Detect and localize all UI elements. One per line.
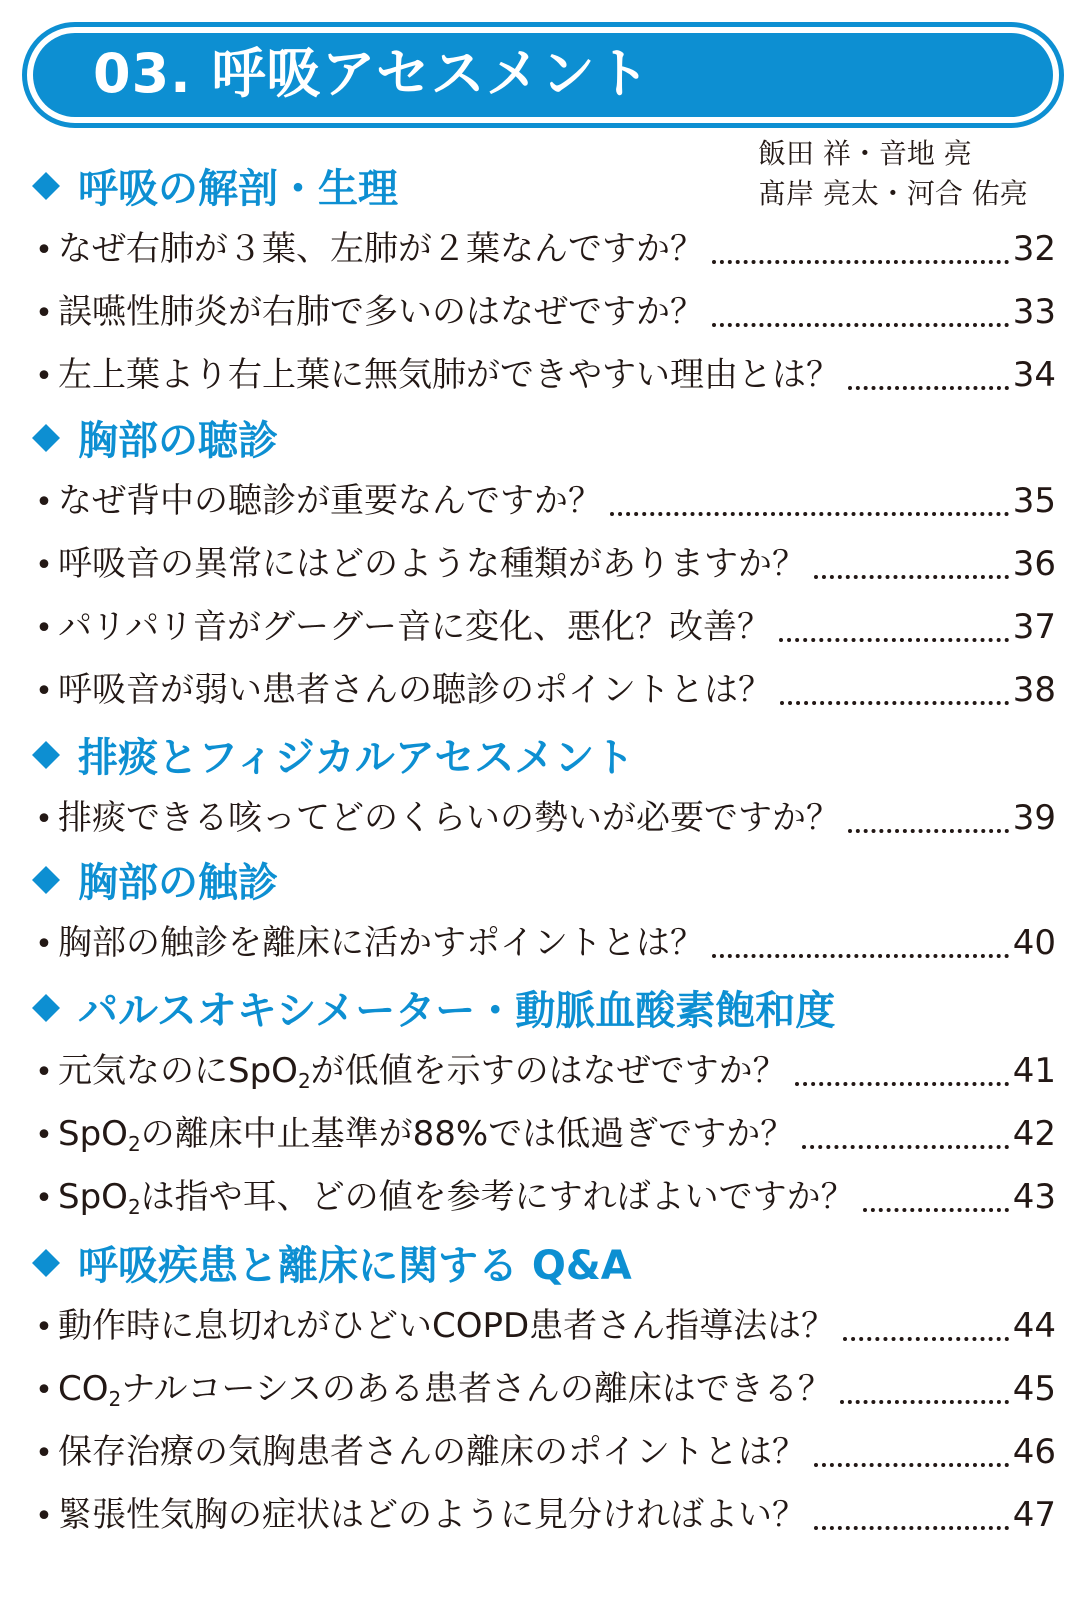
- toc-entry-question: 胸部の触診を離床に活かすポイントとは？: [58, 923, 704, 963]
- diamond-bullet-icon: [32, 866, 60, 894]
- toc-entry: [30, 348, 1056, 402]
- section-heading: [32, 1237, 632, 1295]
- question-text: が低値を示すのはなぜですか？: [310, 1051, 787, 1091]
- toc-entry: [30, 1425, 1056, 1479]
- bullet-icon: •: [35, 1436, 53, 1471]
- toc-entry-question: 排痰できる咳ってどのくらいの勢いが必要ですか？: [58, 798, 840, 838]
- page-number: 39: [1012, 798, 1056, 838]
- toc-entry-question: 保存治療の気胸患者さんの離床のポイントとは？: [58, 1432, 806, 1472]
- toc-entry-question: [58, 1044, 787, 1098]
- toc-entry: [30, 791, 1056, 845]
- page-number: 36: [1012, 544, 1056, 584]
- authors: [758, 134, 1058, 214]
- question-text: ナルコーシスのある患者さんの離床はできる？: [121, 1369, 832, 1409]
- section-heading-text: 呼吸の解剖・生理: [78, 166, 398, 212]
- page-number: 42: [1012, 1114, 1056, 1154]
- dot-leader: [843, 1327, 1009, 1341]
- dot-leader: [712, 250, 1009, 264]
- dot-leader: [848, 819, 1009, 833]
- diamond-bullet-icon: [32, 424, 60, 452]
- section-heading: [32, 982, 835, 1040]
- section-heading-text: 胸部の触診: [78, 860, 278, 906]
- section-heading-text: 排痰とフィジカルアセスメント: [78, 735, 635, 781]
- section-heading: [32, 854, 278, 912]
- page-number: 38: [1012, 670, 1056, 710]
- toc-entry-question: [58, 1362, 832, 1416]
- page-number: 37: [1012, 607, 1056, 647]
- question-text: は指や耳、どの値を参考にすればよいですか？: [140, 1177, 855, 1217]
- page-number: 33: [1012, 292, 1056, 332]
- dot-leader: [780, 691, 1009, 705]
- author-line: 髙岸 亮太・河合 佑亮: [758, 177, 1028, 210]
- chapter-title-banner: [22, 22, 1064, 128]
- dot-leader: [814, 1516, 1009, 1530]
- toc-entry-question: パリパリ音がグーグー音に変化、悪化？改善？: [58, 607, 771, 647]
- section-heading-text: 胸部の聴診: [78, 418, 278, 464]
- section-heading: [32, 412, 278, 470]
- diamond-bullet-icon: [32, 994, 60, 1022]
- bullet-icon: •: [35, 1118, 53, 1153]
- toc-entry: [30, 1044, 1056, 1098]
- page-number: 32: [1012, 229, 1056, 269]
- dot-leader: [840, 1390, 1009, 1404]
- dot-leader: [610, 502, 1009, 516]
- dot-leader: [779, 628, 1009, 642]
- toc-entry-question: 左上葉より右上葉に無気肺ができやすい理由とは？: [58, 355, 840, 395]
- toc-entry: [30, 600, 1056, 654]
- toc-entry-question: 誤嚥性肺炎が右肺で多いのはなぜですか？: [58, 292, 704, 332]
- toc-entry-question: [58, 1107, 794, 1161]
- page-number: 43: [1012, 1177, 1056, 1217]
- toc-entry-question: [58, 1170, 855, 1224]
- section-heading: [32, 729, 634, 787]
- dot-leader: [802, 1135, 1008, 1149]
- formula-subscript: 2: [127, 1132, 141, 1156]
- toc-entry: [30, 1107, 1056, 1161]
- section-heading-text: 呼吸疾患と離床に関する Q&A: [78, 1243, 632, 1289]
- bullet-icon: •: [35, 802, 53, 837]
- formula-subscript: 2: [108, 1387, 122, 1411]
- dot-leader: [863, 1198, 1009, 1212]
- toc-entry: [30, 1488, 1056, 1542]
- chemical-formula: SpO: [58, 1177, 128, 1217]
- page-number: 46: [1012, 1432, 1056, 1472]
- diamond-bullet-icon: [32, 741, 60, 769]
- bullet-icon: •: [35, 1055, 53, 1090]
- toc-entry: [30, 916, 1056, 970]
- dot-leader: [795, 1072, 1009, 1086]
- dot-leader: [848, 376, 1009, 390]
- bullet-icon: •: [35, 1499, 53, 1534]
- toc-entry: [30, 1362, 1056, 1416]
- bullet-icon: •: [35, 1373, 53, 1408]
- page-number: 44: [1012, 1306, 1056, 1346]
- toc-entry: [30, 663, 1056, 717]
- page-number: 45: [1012, 1369, 1056, 1409]
- section-heading: [32, 160, 398, 218]
- toc-entry: [30, 537, 1056, 591]
- section-heading-text: パルスオキシメーター・動脈血酸素飽和度: [78, 988, 836, 1034]
- page-number: 47: [1012, 1495, 1056, 1535]
- toc-entry-question: 呼吸音の異常にはどのような種類がありますか？: [58, 544, 806, 584]
- dot-leader: [712, 313, 1009, 327]
- chemical-formula: SpO: [58, 1114, 128, 1154]
- formula-subscript: 2: [127, 1195, 141, 1219]
- dot-leader: [814, 1453, 1009, 1467]
- dot-leader: [712, 944, 1009, 958]
- toc-entry: [30, 285, 1056, 339]
- bullet-icon: •: [35, 485, 53, 520]
- bullet-icon: •: [35, 296, 53, 331]
- bullet-icon: •: [35, 927, 53, 962]
- toc-entry: [30, 1299, 1056, 1353]
- question-text: の離床中止基準が88%では低過ぎですか？: [140, 1114, 795, 1154]
- bullet-icon: •: [35, 548, 53, 583]
- question-text: 元気なのに: [58, 1051, 228, 1091]
- toc-entry: [30, 222, 1056, 276]
- toc-entry-question: 動作時に息切れがひどいCOPD患者さん指導法は？: [58, 1306, 836, 1346]
- bullet-icon: •: [35, 674, 53, 709]
- chemical-formula: CO: [58, 1369, 109, 1409]
- bullet-icon: •: [35, 1181, 53, 1216]
- formula-subscript: 2: [297, 1069, 311, 1093]
- author-line: 飯田 祥・音地 亮: [758, 137, 972, 170]
- toc-entry: [30, 1170, 1056, 1224]
- bullet-icon: •: [35, 233, 53, 268]
- chapter-title: 03. 呼吸アセスメント: [93, 42, 651, 105]
- page-number: 40: [1012, 923, 1056, 963]
- toc-entry: [30, 474, 1056, 528]
- diamond-bullet-icon: [32, 172, 60, 200]
- bullet-icon: •: [35, 359, 53, 394]
- diamond-bullet-icon: [32, 1249, 60, 1277]
- page-number: 34: [1012, 355, 1056, 395]
- toc-entry-question: 呼吸音が弱い患者さんの聴診のポイントとは？: [58, 670, 772, 710]
- toc-entry-question: なぜ右肺が３葉、左肺が２葉なんですか？: [58, 229, 704, 269]
- toc-entry-question: 緊張性気胸の症状はどのように見分ければよい？: [58, 1495, 806, 1535]
- bullet-icon: •: [35, 611, 53, 646]
- dot-leader: [814, 565, 1009, 579]
- page-number: 41: [1012, 1051, 1056, 1091]
- toc-entry-question: なぜ背中の聴診が重要なんですか？: [58, 481, 602, 521]
- chemical-formula: SpO: [228, 1051, 298, 1091]
- bullet-icon: •: [35, 1310, 53, 1345]
- page-number: 35: [1012, 481, 1056, 521]
